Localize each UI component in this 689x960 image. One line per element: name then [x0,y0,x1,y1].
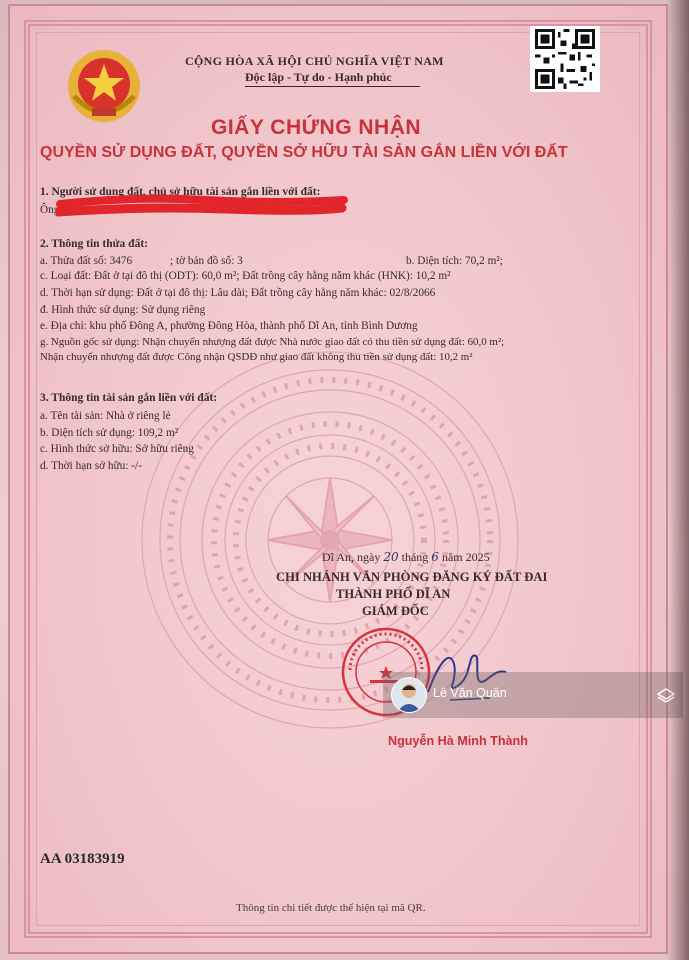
issue-place: Dĩ An, ngày [322,550,381,564]
parcel-area: b. Diện tích: 70,2 m²; [406,255,503,267]
section-parcel-heading: 2. Thông tin thửa đất: [40,238,148,250]
asset-term: d. Thời hạn sở hữu: -/- [40,460,142,472]
qr-footer-note: Thông tin chi tiết được thể hiện tại mã QR. [236,902,426,914]
signer-name: Nguyễn Hà Minh Thành [388,734,528,748]
photo-edge-shadow [667,0,689,960]
map-sheet-number: ; tờ bản đồ số: 3 [170,255,243,267]
national-emblem-icon [64,46,144,126]
poster-overlay-bar [383,672,683,718]
section-asset-heading: 3. Thông tin tài sản gắn liền với đất: [40,392,218,404]
usage-origin-1: g. Nguồn gốc sử dụng: Nhận chuyển nhượng đất được Nhà nước giao đất có thu tiền sử dụng đất: 60,0 m²; [40,336,505,348]
asset-ownership: c. Hình thức sở hữu: Sở hữu riêng [40,443,194,455]
asset-name: a. Tên tài sản: Nhà ở riêng lẻ [40,410,171,422]
land-type: c. Loại đất: Đất ở tại đô thị (ODT): 60,0 m²; Đất trồng cây hằng năm khác (HNK): 10,2 m² [40,270,451,282]
usage-duration: d. Thời hạn sử dụng: Đất ở tại đô thị: Lâu dài; Đất trồng cây hằng năm khác: 02/8/2066 [40,287,436,299]
certificate-serial: AA 03183919 [40,851,125,867]
poster-avatar[interactable] [391,677,427,713]
certificate-subtitle: QUYỀN SỬ DỤNG ĐẤT, QUYỀN SỞ HỮU TÀI SẢN GẮN LIỀN VỚI ĐẤT [40,144,568,161]
issue-date [322,550,490,565]
owner-prefix: Ông [40,204,60,216]
nation-name: CỘNG HÒA XÃ HỘI CHỦ NGHĨA VIỆT NAM [185,54,444,68]
usage-form: đ. Hình thức sử dụng: Sử dụng riêng [40,304,206,316]
qr-code [530,26,600,92]
motto-underline [245,86,420,87]
signer-position: GIÁM ĐỐC [362,604,429,618]
section-owner-heading: 1. Người sử dụng đất, chủ sở hữu tài sản gắn liền với đất: [40,186,321,198]
poster-name[interactable]: Lê Văn Quân [433,686,507,700]
issue-year: năm 2025 [441,550,490,564]
certificate-title: GIẤY CHỨNG NHẬN [211,116,422,139]
usage-origin-2: Nhận chuyển nhượng đất được Công nhận QSDĐ như giao đất không thu tiền sử dụng đất: 10,2 m² [40,351,473,363]
issue-day: 20 [383,550,399,564]
issue-month-label: tháng [401,550,429,564]
national-motto: Độc lập - Tự do - Hạnh phúc [245,70,392,84]
owner-redaction [56,194,348,220]
issue-month: 6 [431,550,439,564]
issuing-office-line1: CHI NHÁNH VĂN PHÒNG ĐĂNG KÝ ĐẤT ĐAI [276,570,548,584]
parcel-address: e. Địa chỉ: khu phố Đông A, phường Đông Hòa, thành phố Dĩ An, tỉnh Bình Dương [40,320,418,332]
asset-floor-area: b. Diện tích sử dụng: 109,2 m² [40,427,179,439]
issuing-office-line2: THÀNH PHỐ DĨ AN [336,587,451,601]
parcel-number: a. Thửa đất số: 3476 [40,255,133,267]
